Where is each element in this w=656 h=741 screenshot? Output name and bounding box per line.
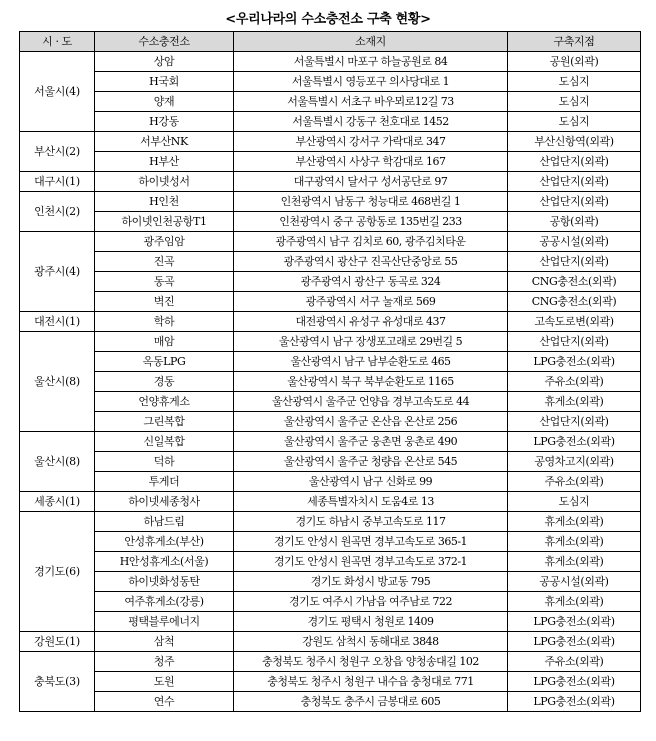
station-cell: 하이넷세종청사	[95, 492, 234, 512]
table-header-row	[20, 32, 641, 52]
site-cell: 공항(외곽)	[508, 212, 641, 232]
station-cell: H부산	[95, 152, 234, 172]
table-row	[20, 292, 641, 312]
table-row	[20, 172, 641, 192]
site-cell: CNG충전소(외곽)	[508, 292, 641, 312]
address-cell: 부산광역시 사상구 학감대로 167	[234, 152, 508, 172]
table-row	[20, 532, 641, 552]
site-cell: LPG충전소(외곽)	[508, 672, 641, 692]
address-cell: 울산광역시 울주군 언양읍 경부고속도로 44	[234, 392, 508, 412]
address-cell: 경기도 평택시 청원로 1409	[234, 612, 508, 632]
table-row	[20, 632, 641, 652]
address-cell: 서울특별시 마포구 하늘공원로 84	[234, 52, 508, 72]
site-cell: 도심지	[508, 92, 641, 112]
site-cell: LPG충전소(외곽)	[508, 432, 641, 452]
station-cell: 삼척	[95, 632, 234, 652]
address-cell: 대전광역시 유성구 유성대로 437	[234, 312, 508, 332]
station-cell: H안성휴게소(서울)	[95, 552, 234, 572]
address-cell: 경기도 화성시 방교동 795	[234, 572, 508, 592]
table-row	[20, 452, 641, 472]
site-cell: 산업단지(외곽)	[508, 252, 641, 272]
table-row	[20, 552, 641, 572]
table-row	[20, 332, 641, 352]
station-cell: 언양휴게소	[95, 392, 234, 412]
address-cell: 울산광역시 남구 신화로 99	[234, 472, 508, 492]
site-cell: 산업단지(외곽)	[508, 412, 641, 432]
address-cell: 충청북도 충주시 금봉대로 605	[234, 692, 508, 712]
table-row	[20, 612, 641, 632]
address-cell: 충청북도 청주시 청원구 내수읍 충청대로 771	[234, 672, 508, 692]
table-row	[20, 652, 641, 672]
site-cell: 주유소(외곽)	[508, 472, 641, 492]
station-cell: 하남드림	[95, 512, 234, 532]
station-cell: 벽진	[95, 292, 234, 312]
table-body	[20, 52, 641, 712]
station-cell: 신일복합	[95, 432, 234, 452]
address-cell: 광주광역시 광산구 동곡로 324	[234, 272, 508, 292]
station-cell: 상암	[95, 52, 234, 72]
station-cell: 그린복합	[95, 412, 234, 432]
region-cell: 울산시(8)	[20, 332, 95, 432]
station-cell: 평택블루에너지	[95, 612, 234, 632]
table-row	[20, 492, 641, 512]
address-cell: 충청북도 청주시 청원구 오창읍 양청송대길 102	[234, 652, 508, 672]
table-row	[20, 272, 641, 292]
site-cell: LPG충전소(외곽)	[508, 692, 641, 712]
region-cell: 대구시(1)	[20, 172, 95, 192]
address-cell: 울산광역시 남구 남부순환도로 465	[234, 352, 508, 372]
address-cell: 울산광역시 울주군 온산읍 온산로 256	[234, 412, 508, 432]
station-cell: 경동	[95, 372, 234, 392]
station-cell: 서부산NK	[95, 132, 234, 152]
table-row	[20, 152, 641, 172]
table-row	[20, 352, 641, 372]
address-cell: 울산광역시 남구 장생포고래로 29번길 5	[234, 332, 508, 352]
address-cell: 광주광역시 남구 김치로 60, 광주김치타운	[234, 232, 508, 252]
station-cell: H국회	[95, 72, 234, 92]
address-cell: 서울특별시 서초구 바우뫼로12길 73	[234, 92, 508, 112]
station-cell: H인천	[95, 192, 234, 212]
station-cell: 여주휴게소(강릉)	[95, 592, 234, 612]
header-address: 소재지	[234, 32, 508, 52]
site-cell: 산업단지(외곽)	[508, 192, 641, 212]
table-row	[20, 212, 641, 232]
site-cell: 고속도로변(외곽)	[508, 312, 641, 332]
station-cell: 학하	[95, 312, 234, 332]
table-row	[20, 232, 641, 252]
site-cell: 도심지	[508, 492, 641, 512]
table-row	[20, 312, 641, 332]
station-cell: 청주	[95, 652, 234, 672]
address-cell: 경기도 안성시 원곡면 경부고속도로 365-1	[234, 532, 508, 552]
header-region: 시 · 도	[20, 32, 95, 52]
address-cell: 인천광역시 남동구 청능대로 468번길 1	[234, 192, 508, 212]
region-cell: 경기도(6)	[20, 512, 95, 632]
address-cell: 강원도 삼척시 동해대로 3848	[234, 632, 508, 652]
site-cell: 도심지	[508, 112, 641, 132]
station-cell: 광주임암	[95, 232, 234, 252]
site-cell: 산업단지(외곽)	[508, 152, 641, 172]
page-title: <우리나라의 수소충전소 구축 현황>	[225, 12, 431, 27]
region-cell: 부산시(2)	[20, 132, 95, 172]
region-cell: 충북도(3)	[20, 652, 95, 712]
table-row	[20, 472, 641, 492]
header-station: 수소충전소	[95, 32, 234, 52]
table-row	[20, 132, 641, 152]
address-cell: 경기도 하남시 중부고속도로 117	[234, 512, 508, 532]
table-row	[20, 252, 641, 272]
station-cell: 투게더	[95, 472, 234, 492]
station-cell: 하이넷성서	[95, 172, 234, 192]
region-cell: 광주시(4)	[20, 232, 95, 312]
table-row	[20, 112, 641, 132]
region-cell: 인천시(2)	[20, 192, 95, 232]
table-row	[20, 592, 641, 612]
header-site: 구축지점	[508, 32, 641, 52]
table-row	[20, 432, 641, 452]
address-cell: 서울특별시 강동구 천호대로 1452	[234, 112, 508, 132]
address-cell: 세종특별자치시 도움4로 13	[234, 492, 508, 512]
table-row	[20, 192, 641, 212]
site-cell: LPG충전소(외곽)	[508, 352, 641, 372]
station-cell: 하이넷인천공항T1	[95, 212, 234, 232]
site-cell: 산업단지(외곽)	[508, 172, 641, 192]
region-cell: 울산시(8)	[20, 432, 95, 492]
address-cell: 울산광역시 북구 북부순환도로 1165	[234, 372, 508, 392]
table-row	[20, 72, 641, 92]
station-cell: 양재	[95, 92, 234, 112]
site-cell: LPG충전소(외곽)	[508, 612, 641, 632]
address-cell: 울산광역시 울주군 웅촌면 웅촌로 490	[234, 432, 508, 452]
address-cell: 대구광역시 달서구 성서공단로 97	[234, 172, 508, 192]
table-row	[20, 672, 641, 692]
table-row	[20, 92, 641, 112]
station-cell: 덕하	[95, 452, 234, 472]
region-cell: 강원도(1)	[20, 632, 95, 652]
hydrogen-station-table	[19, 31, 641, 712]
address-cell: 광주광역시 광산구 진곡산단중앙로 55	[234, 252, 508, 272]
site-cell: LPG충전소(외곽)	[508, 632, 641, 652]
site-cell: 휴게소(외곽)	[508, 592, 641, 612]
address-cell: 경기도 안성시 원곡면 경부고속도로 372-1	[234, 552, 508, 572]
site-cell: 휴게소(외곽)	[508, 392, 641, 412]
station-cell: 안성휴게소(부산)	[95, 532, 234, 552]
site-cell: 공공시설(외곽)	[508, 232, 641, 252]
site-cell: CNG충전소(외곽)	[508, 272, 641, 292]
site-cell: 공공시설(외곽)	[508, 572, 641, 592]
table-row	[20, 412, 641, 432]
site-cell: 휴게소(외곽)	[508, 552, 641, 572]
address-cell: 부산광역시 강서구 가락대로 347	[234, 132, 508, 152]
station-cell: 하이넷화성동탄	[95, 572, 234, 592]
station-cell: 동곡	[95, 272, 234, 292]
station-cell: 매암	[95, 332, 234, 352]
station-cell: 연수	[95, 692, 234, 712]
station-cell: 진곡	[95, 252, 234, 272]
address-cell: 서울특별시 영등포구 의사당대로 1	[234, 72, 508, 92]
address-cell: 경기도 여주시 가남읍 여주남로 722	[234, 592, 508, 612]
table-row	[20, 512, 641, 532]
site-cell: 산업단지(외곽)	[508, 332, 641, 352]
station-table-wrapper	[19, 31, 640, 712]
site-cell: 휴게소(외곽)	[508, 512, 641, 532]
site-cell: 주유소(외곽)	[508, 652, 641, 672]
station-cell: H강동	[95, 112, 234, 132]
station-cell: 옥동LPG	[95, 352, 234, 372]
table-row	[20, 372, 641, 392]
site-cell: 부산신항역(외곽)	[508, 132, 641, 152]
table-row	[20, 392, 641, 412]
site-cell: 도심지	[508, 72, 641, 92]
site-cell: 공원(외곽)	[508, 52, 641, 72]
site-cell: 공영차고지(외곽)	[508, 452, 641, 472]
region-cell: 대전시(1)	[20, 312, 95, 332]
region-cell: 서울시(4)	[20, 52, 95, 132]
address-cell: 광주광역시 서구 눌재로 569	[234, 292, 508, 312]
table-row	[20, 572, 641, 592]
address-cell: 인천광역시 중구 공항동로 135번길 233	[234, 212, 508, 232]
table-row	[20, 52, 641, 72]
address-cell: 울산광역시 울주군 청량읍 온산로 545	[234, 452, 508, 472]
station-cell: 도원	[95, 672, 234, 692]
region-cell: 세종시(1)	[20, 492, 95, 512]
site-cell: 휴게소(외곽)	[508, 532, 641, 552]
site-cell: 주유소(외곽)	[508, 372, 641, 392]
table-row	[20, 692, 641, 712]
